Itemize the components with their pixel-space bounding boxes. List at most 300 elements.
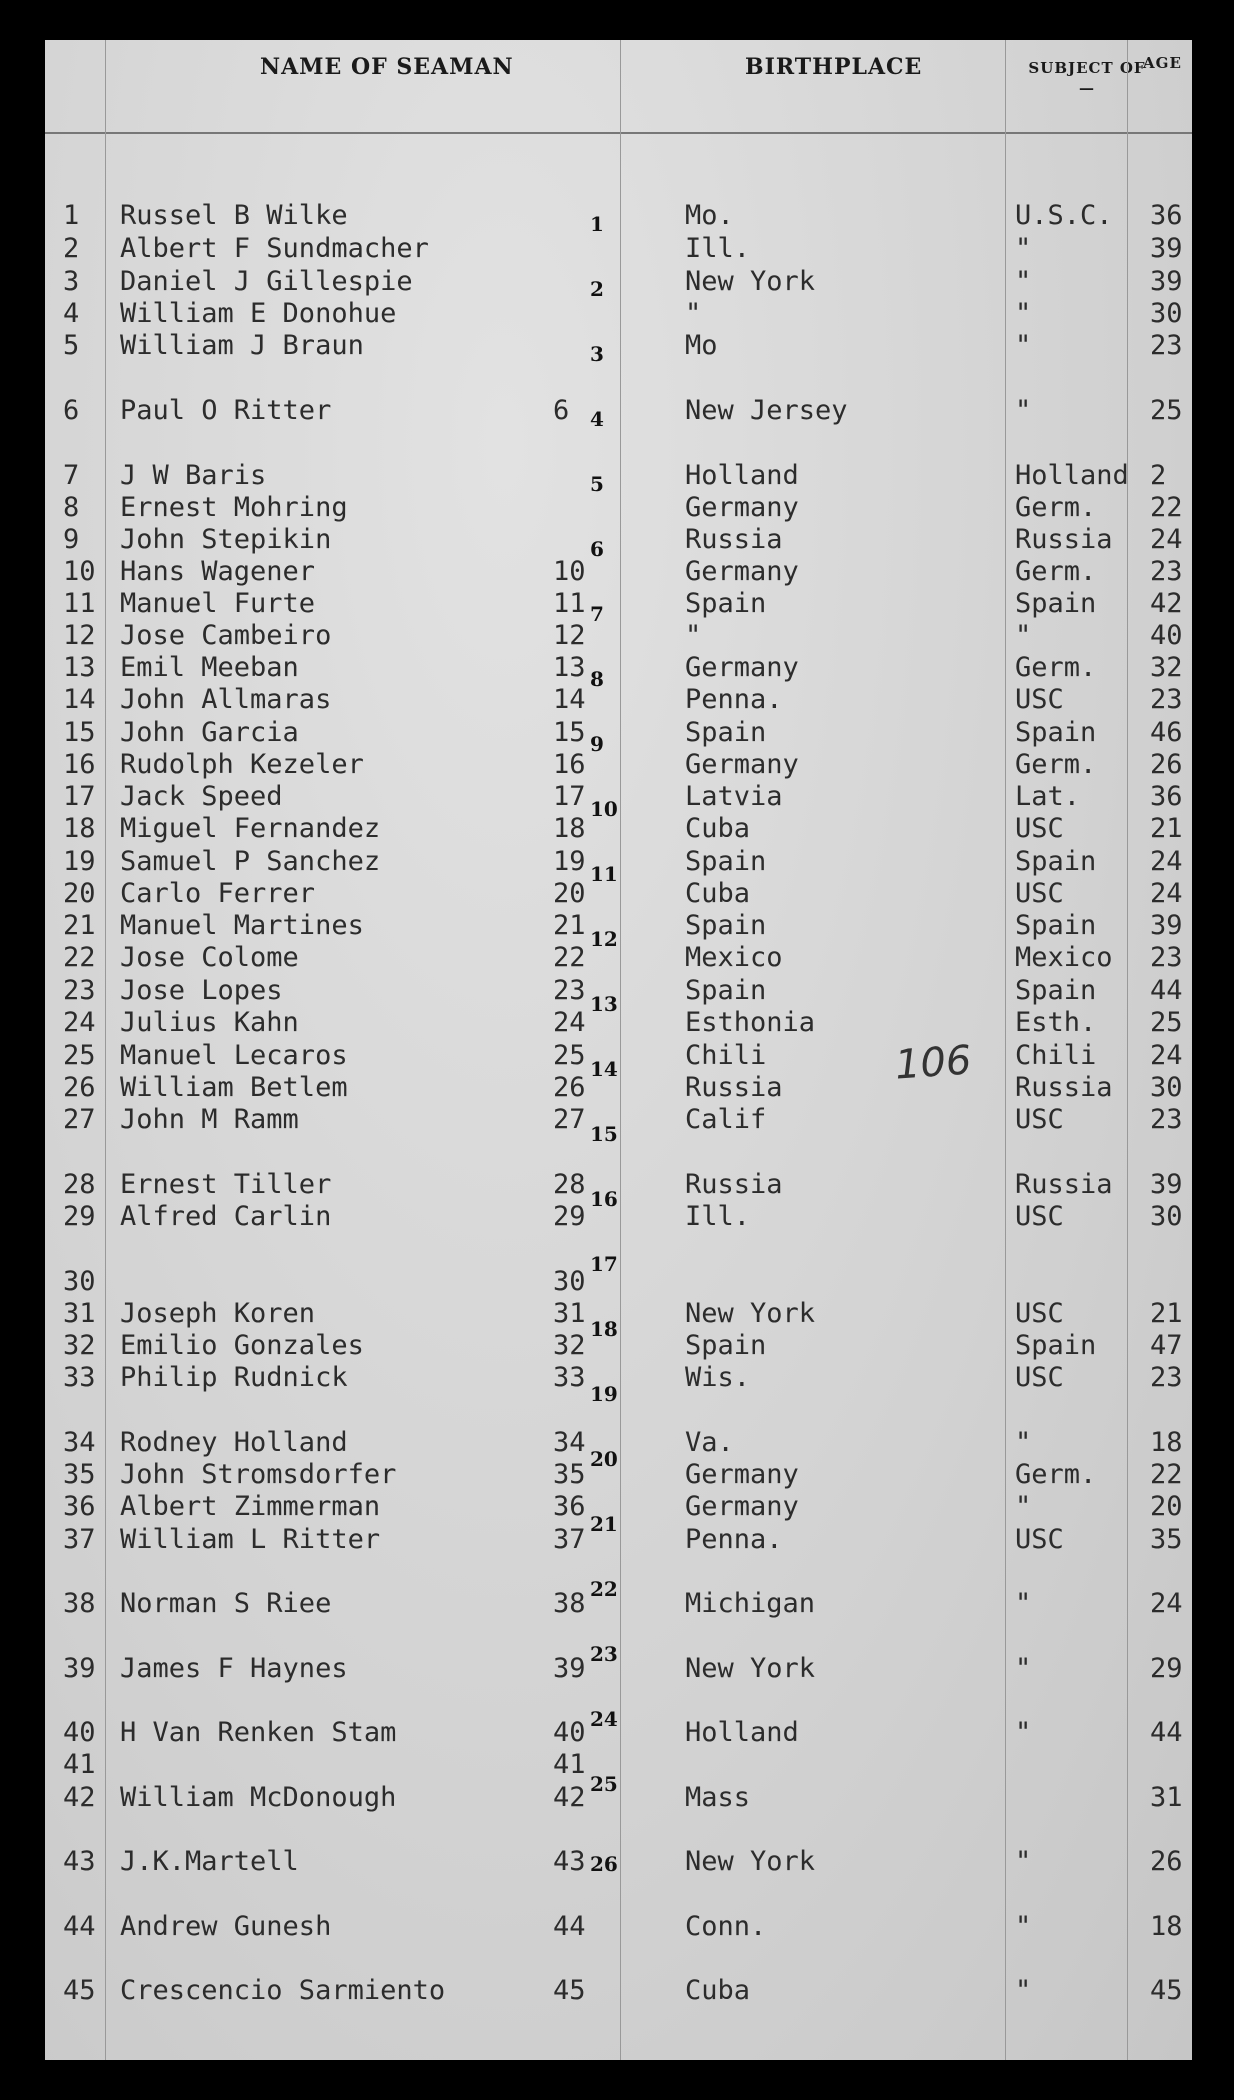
age: 39 [1150, 233, 1183, 264]
age: 26 [1150, 1846, 1183, 1877]
line-number: 25 [553, 1040, 586, 1071]
subject-of: " [1015, 1588, 1032, 1619]
age: 20 [1150, 1491, 1183, 1522]
age: 23 [1150, 684, 1183, 715]
age: 44 [1150, 975, 1183, 1006]
line-number: 32 [553, 1330, 586, 1361]
line-number: 17 [553, 781, 586, 812]
row-number: 42 [63, 1782, 96, 1813]
seaman-name: Joseph Koren [120, 1298, 316, 1329]
row-number: 45 [63, 1975, 96, 2006]
seaman-name: Hans Wagener [120, 556, 316, 587]
age: 23 [1150, 1362, 1183, 1393]
row-number: 30 [63, 1266, 96, 1297]
subject-of: " [1015, 298, 1032, 329]
row-number: 17 [63, 781, 96, 812]
age: 29 [1150, 1653, 1183, 1684]
birthplace: Wis. [685, 1362, 751, 1393]
row-number: 25 [63, 1040, 96, 1071]
seaman-name: Ernest Mohring [120, 492, 348, 523]
subject-of: Germ. [1015, 556, 1097, 587]
seaman-name: Russel B Wilke [120, 200, 348, 231]
seaman-name: Jose Cambeiro [120, 620, 332, 651]
table-row [45, 1298, 1192, 1330]
row-number: 2 [63, 233, 80, 264]
seaman-name: Jose Lopes [120, 975, 283, 1006]
age: 23 [1150, 1104, 1183, 1135]
stamp-number: 19 [590, 1382, 618, 1406]
row-number: 15 [63, 717, 96, 748]
stamp-number: 25 [590, 1772, 618, 1796]
subject-of: Chili [1015, 1040, 1097, 1071]
seaman-name: Andrew Gunesh [120, 1911, 332, 1942]
subject-of: Holland [1015, 460, 1129, 491]
age: 18 [1150, 1427, 1183, 1458]
age: 44 [1150, 1717, 1183, 1748]
subject-of: USC [1015, 813, 1064, 844]
line-number: 13 [553, 652, 586, 683]
seaman-name: Rodney Holland [120, 1427, 348, 1458]
table-row [45, 910, 1192, 942]
subject-of: Germ. [1015, 652, 1097, 683]
seaman-name: Daniel J Gillespie [120, 266, 413, 297]
age: 24 [1150, 846, 1183, 877]
table-row [45, 620, 1192, 652]
seaman-name: J.K.Martell [120, 1846, 299, 1877]
line-number: 22 [553, 942, 586, 973]
subject-of: Spain [1015, 1330, 1097, 1361]
age: 30 [1150, 1201, 1183, 1232]
stamp-number: 23 [590, 1642, 618, 1666]
table-row [45, 1040, 1192, 1072]
birthplace: Spain [685, 975, 767, 1006]
table-row [45, 524, 1192, 556]
line-number: 38 [553, 1588, 586, 1619]
row-number: 36 [63, 1491, 96, 1522]
row-number: 28 [63, 1169, 96, 1200]
line-number: 36 [553, 1491, 586, 1522]
seaman-name: Paul O Ritter [120, 395, 332, 426]
table-row [45, 588, 1192, 620]
row-number: 44 [63, 1911, 96, 1942]
row-number: 35 [63, 1459, 96, 1490]
header-birthplace: BIRTHPLACE [745, 54, 923, 80]
subject-of: " [1015, 1846, 1032, 1877]
subject-of: " [1015, 1911, 1032, 1942]
seaman-name: Manuel Furte [120, 588, 316, 619]
seaman-name: Manuel Martines [120, 910, 364, 941]
handwritten-annotation: 106 [893, 1037, 973, 1089]
table-row [45, 749, 1192, 781]
birthplace: Michigan [685, 1588, 816, 1619]
subject-of: Spain [1015, 846, 1097, 877]
header-subject: SUBJECT OF— [1028, 59, 1146, 97]
subject-of: " [1015, 266, 1032, 297]
age: 36 [1150, 200, 1183, 231]
crew-list-sheet [45, 40, 1192, 2060]
row-number: 13 [63, 652, 96, 683]
stamp-number: 20 [590, 1447, 618, 1471]
subject-of: " [1015, 233, 1032, 264]
header-name: NAME OF SEAMAN [260, 54, 514, 80]
stamp-number: 22 [590, 1577, 618, 1601]
row-number: 8 [63, 492, 80, 523]
table-row [45, 330, 1192, 362]
line-number: 24 [553, 1007, 586, 1038]
row-number: 37 [63, 1524, 96, 1555]
seaman-name: William Betlem [120, 1072, 348, 1103]
table-row [45, 975, 1192, 1007]
seaman-name: Julius Kahn [120, 1007, 299, 1038]
row-number: 6 [63, 395, 80, 426]
birthplace: Mo. [685, 200, 734, 231]
subject-of: Germ. [1015, 749, 1097, 780]
table-row [45, 1459, 1192, 1491]
row-number: 38 [63, 1588, 96, 1619]
birthplace: Germany [685, 749, 799, 780]
row-number: 26 [63, 1072, 96, 1103]
birthplace: Penna. [685, 1524, 783, 1555]
birthplace: Holland [685, 460, 799, 491]
birthplace: Spain [685, 1330, 767, 1361]
table-row [45, 781, 1192, 813]
age: 23 [1150, 330, 1183, 361]
birthplace: Calif [685, 1104, 767, 1135]
age: 23 [1150, 556, 1183, 587]
subject-of: " [1015, 1491, 1032, 1522]
subject-of: Spain [1015, 588, 1097, 619]
seaman-name: Emil Meeban [120, 652, 299, 683]
seaman-name: Manuel Lecaros [120, 1040, 348, 1071]
row-number: 9 [63, 524, 80, 555]
age: 39 [1150, 266, 1183, 297]
stamp-number: 13 [590, 992, 618, 1016]
line-number: 33 [553, 1362, 586, 1393]
table-row [45, 717, 1192, 749]
line-number: 41 [553, 1749, 586, 1780]
subject-of: Russia [1015, 1072, 1113, 1103]
seaman-name: Jose Colome [120, 942, 299, 973]
row-number: 16 [63, 749, 96, 780]
row-number: 41 [63, 1749, 96, 1780]
subject-of: Spain [1015, 975, 1097, 1006]
age: 32 [1150, 652, 1183, 683]
age: 23 [1150, 942, 1183, 973]
subject-of: " [1015, 330, 1032, 361]
stamp-number: 2 [590, 277, 604, 301]
seaman-name: William E Donohue [120, 298, 397, 329]
birthplace: Ill. [685, 233, 751, 264]
seaman-name: Jack Speed [120, 781, 283, 812]
age: 18 [1150, 1911, 1183, 1942]
birthplace: Mass [685, 1782, 751, 1813]
seaman-name: William J Braun [120, 330, 364, 361]
table-row [45, 1201, 1192, 1233]
table-row [45, 1072, 1192, 1104]
row-number: 18 [63, 813, 96, 844]
birthplace: New Jersey [685, 395, 848, 426]
subject-of: Russia [1015, 1169, 1113, 1200]
row-number: 33 [63, 1362, 96, 1393]
birthplace: " [685, 620, 702, 651]
age: 24 [1150, 1588, 1183, 1619]
stamp-number: 21 [590, 1512, 618, 1536]
seaman-name: John Garcia [120, 717, 299, 748]
row-number: 11 [63, 588, 96, 619]
row-number: 31 [63, 1298, 96, 1329]
stamp-number: 14 [590, 1057, 618, 1081]
stamp-number: 8 [590, 667, 604, 691]
table-row [45, 1169, 1192, 1201]
seaman-name: H Van Renken Stam [120, 1717, 397, 1748]
seaman-name: Albert Zimmerman [120, 1491, 381, 1522]
birthplace: Penna. [685, 684, 783, 715]
age: 24 [1150, 524, 1183, 555]
table-row [45, 1362, 1192, 1394]
stamp-number: 6 [590, 537, 604, 561]
stamp-number: 1 [590, 212, 604, 236]
line-number: 21 [553, 910, 586, 941]
stamp-number: 16 [590, 1187, 618, 1211]
seaman-name: Carlo Ferrer [120, 878, 316, 909]
line-number: 42 [553, 1782, 586, 1813]
row-number: 22 [63, 942, 96, 973]
birthplace: Russia [685, 524, 783, 555]
subject-of: USC [1015, 1201, 1064, 1232]
row-number: 24 [63, 1007, 96, 1038]
birthplace: Cuba [685, 813, 751, 844]
birthplace: Spain [685, 717, 767, 748]
birthplace: Chili [685, 1040, 767, 1071]
birthplace: Cuba [685, 878, 751, 909]
age: 2 [1150, 460, 1167, 491]
header-age: AGE [1143, 54, 1182, 72]
table-row [45, 1588, 1192, 1620]
row-number: 27 [63, 1104, 96, 1135]
table-row [45, 556, 1192, 588]
row-number: 1 [63, 200, 80, 231]
row-number: 20 [63, 878, 96, 909]
line-number: 45 [553, 1975, 586, 2006]
subject-of: USC [1015, 1298, 1064, 1329]
stamp-number: 17 [590, 1252, 618, 1276]
seaman-name: Miguel Fernandez [120, 813, 381, 844]
seaman-name: William McDonough [120, 1782, 397, 1813]
stamp-number: 26 [590, 1852, 618, 1876]
line-number: 37 [553, 1524, 586, 1555]
seaman-name: Alfred Carlin [120, 1201, 332, 1232]
line-number: 18 [553, 813, 586, 844]
birthplace: Ill. [685, 1201, 751, 1232]
birthplace: Germany [685, 492, 799, 523]
subject-of: " [1015, 620, 1032, 651]
age: 30 [1150, 1072, 1183, 1103]
birthplace: New York [685, 1653, 816, 1684]
seaman-name: Crescencio Sarmiento [120, 1975, 446, 2006]
subject-of: " [1015, 1717, 1032, 1748]
seaman-name: John Stromsdorfer [120, 1459, 397, 1490]
line-number: 43 [553, 1846, 586, 1877]
subject-of: Esth. [1015, 1007, 1097, 1038]
table-row [45, 298, 1192, 330]
table-row [45, 684, 1192, 716]
subject-of: " [1015, 1653, 1032, 1684]
row-number: 3 [63, 266, 80, 297]
seaman-name: William L Ritter [120, 1524, 381, 1555]
line-number: 26 [553, 1072, 586, 1103]
birthplace: Esthonia [685, 1007, 816, 1038]
birthplace: Va. [685, 1427, 734, 1458]
line-number: 10 [553, 556, 586, 587]
table-row [45, 1653, 1192, 1685]
table-row [45, 1911, 1192, 1943]
stamp-number: 5 [590, 472, 604, 496]
birthplace: Russia [685, 1072, 783, 1103]
row-number: 21 [63, 910, 96, 941]
row-number: 10 [63, 556, 96, 587]
line-number: 11 [553, 588, 586, 619]
subject-of: U.S.C. [1015, 200, 1113, 231]
row-number: 29 [63, 1201, 96, 1232]
table-row [45, 1330, 1192, 1362]
row-number: 7 [63, 460, 80, 491]
birthplace: Latvia [685, 781, 783, 812]
subject-of: USC [1015, 1104, 1064, 1135]
row-number: 34 [63, 1427, 96, 1458]
age: 46 [1150, 717, 1183, 748]
subject-of: Germ. [1015, 492, 1097, 523]
age: 35 [1150, 1524, 1183, 1555]
table-row [45, 1007, 1192, 1039]
row-number: 14 [63, 684, 96, 715]
line-number: 39 [553, 1653, 586, 1684]
line-number: 30 [553, 1266, 586, 1297]
line-number: 28 [553, 1169, 586, 1200]
table-row [45, 200, 1192, 232]
seaman-name: Rudolph Kezeler [120, 749, 364, 780]
subject-of: Russia [1015, 524, 1113, 555]
subject-of: " [1015, 395, 1032, 426]
line-number: 31 [553, 1298, 586, 1329]
table-row [45, 1846, 1192, 1878]
stamp-number: 9 [590, 732, 604, 756]
seaman-name: James F Haynes [120, 1653, 348, 1684]
age: 39 [1150, 1169, 1183, 1200]
table-row [45, 492, 1192, 524]
row-number: 5 [63, 330, 80, 361]
birthplace: New York [685, 266, 816, 297]
table-row [45, 652, 1192, 684]
row-number: 23 [63, 975, 96, 1006]
row-number: 39 [63, 1653, 96, 1684]
table-row [45, 233, 1192, 265]
line-number: 23 [553, 975, 586, 1006]
age: 22 [1150, 1459, 1183, 1490]
birthplace: New York [685, 1846, 816, 1877]
seaman-name: Samuel P Sanchez [120, 846, 381, 877]
line-number: 27 [553, 1104, 586, 1135]
age: 24 [1150, 1040, 1183, 1071]
row-number: 19 [63, 846, 96, 877]
table-row [45, 846, 1192, 878]
line-number: 20 [553, 878, 586, 909]
seaman-name: Philip Rudnick [120, 1362, 348, 1393]
birthplace: Holland [685, 1717, 799, 1748]
line-number: 34 [553, 1427, 586, 1458]
subject-of: Lat. [1015, 781, 1081, 812]
birthplace: Germany [685, 652, 799, 683]
subject-of: USC [1015, 684, 1064, 715]
stamp-number: 24 [590, 1707, 618, 1731]
age: 25 [1150, 395, 1183, 426]
row-number: 43 [63, 1846, 96, 1877]
birthplace: Cuba [685, 1975, 751, 2006]
birthplace: Germany [685, 1491, 799, 1522]
birthplace: Mo [685, 330, 718, 361]
birthplace: Spain [685, 846, 767, 877]
table-row [45, 1491, 1192, 1523]
age: 31 [1150, 1782, 1183, 1813]
subject-of: USC [1015, 1362, 1064, 1393]
seaman-name: John Allmaras [120, 684, 332, 715]
subject-of: Germ. [1015, 1459, 1097, 1490]
age: 25 [1150, 1007, 1183, 1038]
birthplace: Mexico [685, 942, 783, 973]
stamp-number: 15 [590, 1122, 618, 1146]
table-row [45, 395, 1192, 427]
seaman-name: Norman S Riee [120, 1588, 332, 1619]
subject-of: USC [1015, 1524, 1064, 1555]
age: 26 [1150, 749, 1183, 780]
table-row [45, 1749, 1192, 1781]
stamp-number: 4 [590, 407, 604, 431]
row-number: 12 [63, 620, 96, 651]
age: 21 [1150, 1298, 1183, 1329]
age: 22 [1150, 492, 1183, 523]
table-row [45, 1266, 1192, 1298]
table-row [45, 1427, 1192, 1459]
line-number: 14 [553, 684, 586, 715]
seaman-name: John Stepikin [120, 524, 332, 555]
table-row [45, 813, 1192, 845]
line-number: 44 [553, 1911, 586, 1942]
age: 30 [1150, 298, 1183, 329]
subject-of: Mexico [1015, 942, 1113, 973]
line-number: 29 [553, 1201, 586, 1232]
birthplace: Germany [685, 556, 799, 587]
seaman-name: J W Baris [120, 460, 267, 491]
line-number: 40 [553, 1717, 586, 1748]
seaman-name: Albert F Sundmacher [120, 233, 429, 264]
subject-of: " [1015, 1975, 1032, 2006]
stamp-number: 11 [590, 862, 618, 886]
seaman-name: John M Ramm [120, 1104, 299, 1135]
age: 47 [1150, 1330, 1183, 1361]
line-number: 6 [553, 395, 570, 426]
table-row [45, 460, 1192, 492]
birthplace: Germany [685, 1459, 799, 1490]
age: 40 [1150, 620, 1183, 651]
stamp-number: 3 [590, 342, 604, 366]
stamp-number: 18 [590, 1317, 618, 1341]
age: 39 [1150, 910, 1183, 941]
table-row [45, 1717, 1192, 1749]
row-number: 4 [63, 298, 80, 329]
table-row [45, 878, 1192, 910]
age: 24 [1150, 878, 1183, 909]
birthplace: Spain [685, 910, 767, 941]
age: 21 [1150, 813, 1183, 844]
